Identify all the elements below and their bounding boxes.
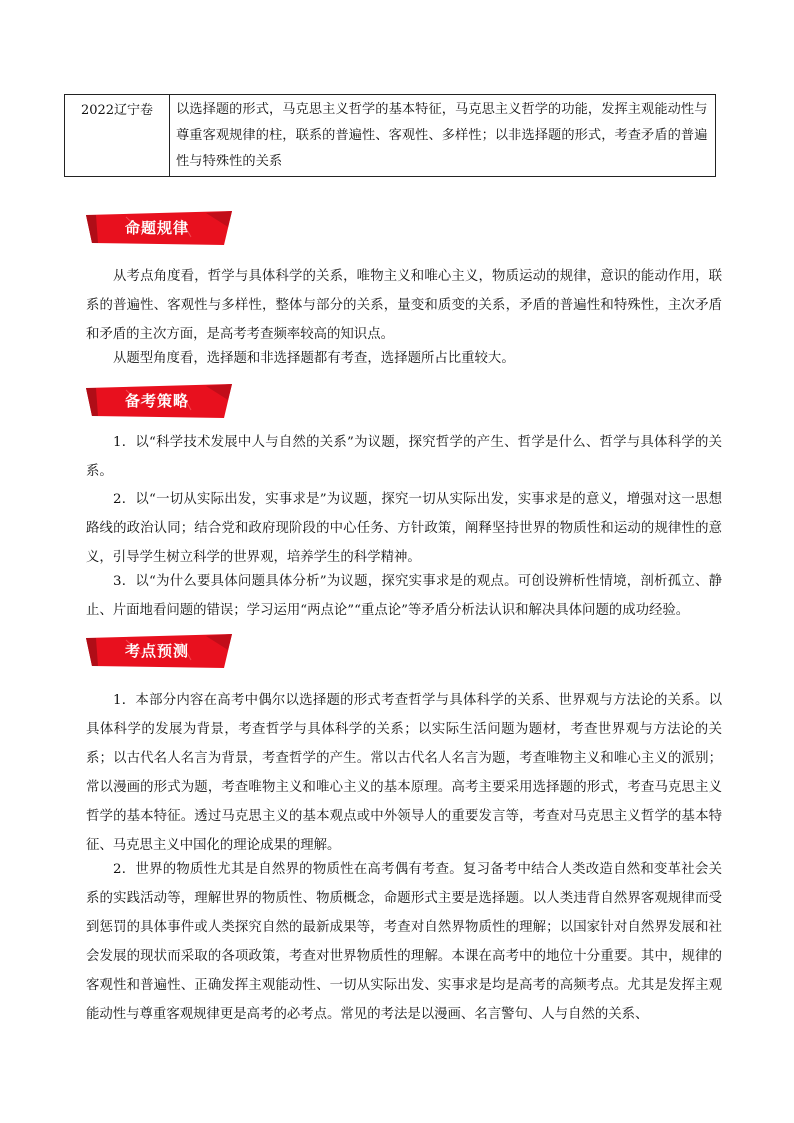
exam-table [64,94,716,177]
paragraph: 2．世界的物质性尤其是自然界的物质性在高考偶有考查。复习备考中结合人类改造自然和变革社会关系的实践活动等，理解世界的物质性、物质概念，命题形式主要是选择题。以人类违背自然界客观规律而受到惩罚的具体事件或人类探究自然的最新成果等，考查对自然界物质性的理解；以国家针对自然界发展和社会发展的现状而采取的各项政策，考查对世界物质性的理解。本课在高考中的地位十分重要。其中，规律的客观性和普遍性、正确发挥主观能动性、一切从实际出发、实事求是均是高考的高频考点。尤其是发挥主观能动性与尊重客观规律更是高考的必考点。常见的考法是以漫画、名言警句、人与自然的关系、 [86,862,722,1022]
paragraph: 1．本部分内容在高考中偶尔以选择题的形式考查哲学与具体科学的关系、世界观与方法论的关系。以具体科学的发展为背景，考查哲学与具体科学的关系；以实际生活问题为题材，考查世界观与方法论的关系；以古代名人名言为背景，考查哲学的产生。常以古代名人名言为题，考查唯物主义和唯心主义的派别；常以漫画的形式为题，考查唯物主义和唯心主义的基本原理。高考主要采用选择题的形式，考查马克思主义哲学的基本特征。透过马克思主义的基本观点或中外领导人的重要发言等，考查对马克思主义哲学的基本特征、马克思主义中国化的理论成果的理解。 [86,693,722,853]
paragraph: 从题型角度看，选择题和非选择题都有考查，选择题所占比重较大。 [113,351,515,366]
section-title: 备考策略 [124,392,189,410]
section-title: 考点预测 [124,642,189,660]
exam-year-cell: 2022辽宁卷 [65,95,170,176]
section-banner-rules [86,211,236,245]
section-title: 命题规律 [124,219,189,237]
exam-description-cell: 以选择题的形式，马克思主义哲学的基本特征，马克思主义哲学的功能，发挥主观能动性与尊重客观规律的柱，联系的普遍性、客观性、多样性；以非选择题的形式，考查矛盾的普遍性与特殊性的关系 [176,102,708,169]
section-banner-forecast [86,634,236,668]
paragraph: 1．以“科学技术发展中人与自然的关系”为议题，探究哲学的产生、哲学是什么、哲学与具体科学的关系。 [86,435,722,479]
paragraph: 3．以“为什么要具体问题具体分析”为议题，探究实事求是的观点。可创设辨析性情境，剖析孤立、静止、片面地看问题的错误；学习运用“两点论”“重点论”等矛盾分析法认识和解决具体问题的成功经验。 [86,574,722,618]
section-banner-strategy [86,384,236,418]
paragraph: 从考点角度看，哲学与具体科学的关系，唯物主义和唯心主义，物质运动的规律，意识的能动作用，联系的普遍性、客观性与多样性，整体与部分的关系，量变和质变的关系，矛盾的普遍性和特殊性，主次矛盾和矛盾的主次方面，是高考考查频率较高的知识点。 [86,269,722,342]
paragraph: 2．以“一切从实际出发，实事求是”为议题，探究一切从实际出发，实事求是的意义，增强对这一思想路线的政治认同；结合党和政府现阶段的中心任务、方针政策，阐释坚持世界的物质性和运动的规律性的意义，引导学生树立科学的世界观，培养学生的科学精神。 [86,492,722,565]
